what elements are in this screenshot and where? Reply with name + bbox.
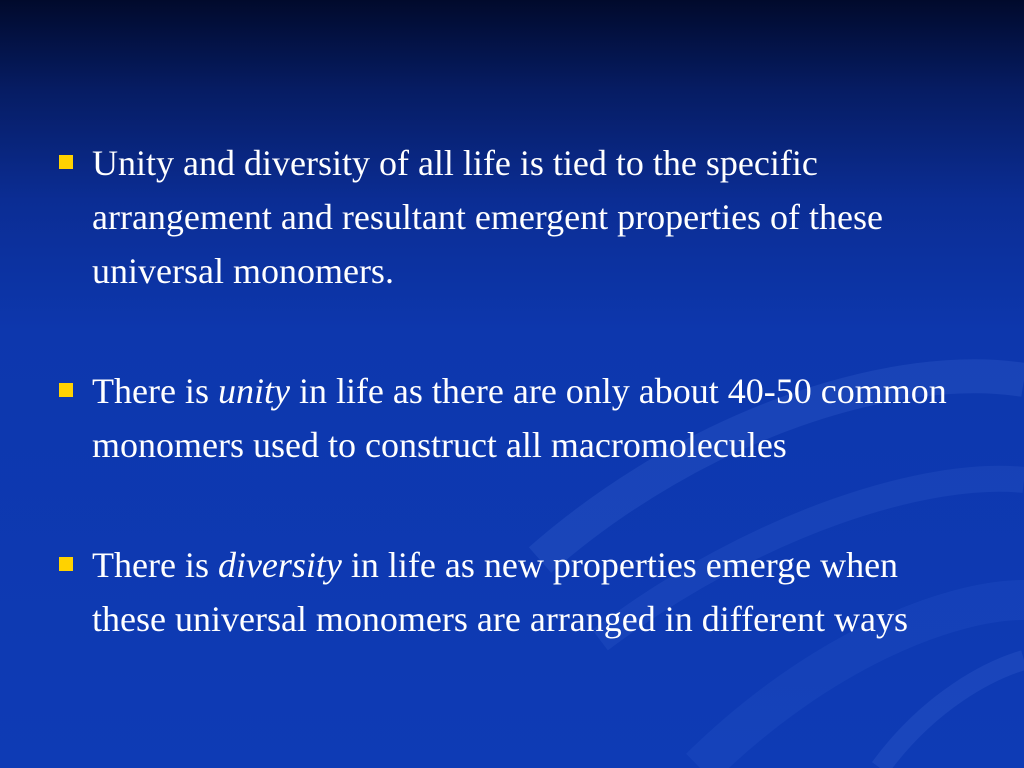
bullet-item-2 — [56, 364, 956, 472]
bullet-text-2-before: There is — [92, 371, 218, 411]
bullet-text-3-after: in life as new properties emerge when these universal monomers are arranged in different ways — [92, 545, 909, 639]
bullet-text-1: Unity and diversity of all life is tied to the specific arrangement and resultant emergent properties of these universal monomers. — [92, 143, 884, 291]
bullet-item-3 — [56, 538, 956, 646]
square-bullet-icon — [59, 557, 73, 571]
bullet-item-1 — [56, 136, 956, 298]
square-bullet-icon — [59, 383, 73, 397]
bullet-text-3-before: There is — [92, 545, 218, 585]
bullet-text-2-emphasis: unity — [217, 371, 290, 411]
bullet-text-3-emphasis: diversity — [217, 545, 342, 585]
bullet-text-2-after: in life as there are only about 40-50 common monomers used to construct all macromolecules — [92, 371, 947, 465]
bullet-list — [56, 136, 956, 646]
square-bullet-icon — [59, 155, 73, 169]
